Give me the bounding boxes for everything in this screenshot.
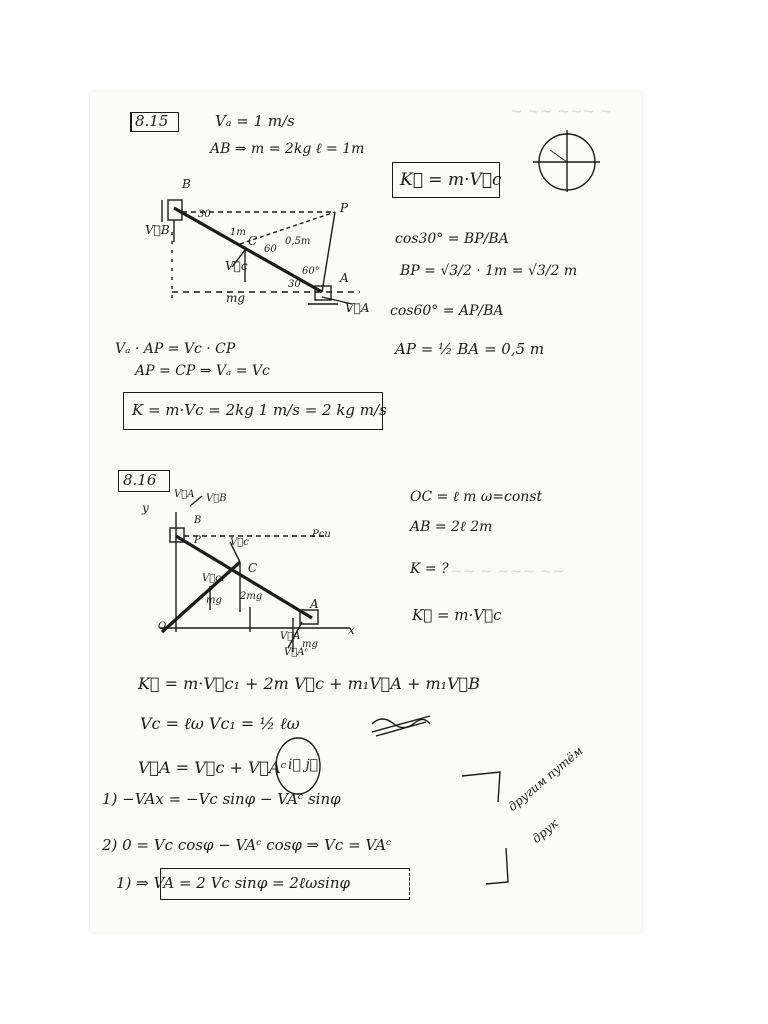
label-p: P [340,201,349,215]
momentum-sum: K⃗ = m·V⃗c₁ + 2m V⃗c + m₁V⃗A + m₁V⃗B [138,674,481,693]
label-p-816: P [194,535,201,546]
label-vb: V⃗B [145,223,170,237]
label-angle60: 60° [302,266,320,277]
label-y: y [142,501,149,515]
label-angle30b: 30 [288,279,301,290]
side-bracket [90,92,642,932]
show-through-text: ~~ ~ ~~~ ~~ [450,562,565,580]
cos30-line: cos30° = BP/BA [395,231,509,247]
ab-line: AB = 2ℓ 2m [410,519,493,535]
label-2mg: 2mg [240,591,263,602]
label-b: B [182,177,191,191]
label-pcu: Pcu [312,529,331,540]
show-through-text: ~ ~~ ~~~ ~ [510,102,613,120]
equation-2: 2) 0 = Vc cosφ − VAᶜ cosφ ⇒ Vc = VAᶜ [102,836,392,854]
label-mg3: mg [302,639,318,650]
label-va-top: V⃗A [174,489,195,500]
given-rod: AB ⇒ m = 2kg ℓ = 1m [210,141,365,157]
label-mg: mg [226,291,246,305]
va-vector: V⃗A = V⃗c + V⃗Aᶜ [138,758,287,777]
label-angle30: 30 [198,209,211,220]
ap-value: AP = ½ BA = 0,5 m [395,340,545,358]
label-mg1: mg [206,595,222,606]
ap-cp-equation: AP = CP ⇒ Vₐ = Vc [135,363,270,379]
problem-number: 8.15 [135,112,169,130]
label-c: C [248,234,258,248]
notebook-page [90,92,642,932]
label-vac: V⃗Aᶜ [284,647,308,658]
label-a-816: A [310,597,319,611]
label-va: V⃗A [345,301,370,315]
momentum-formula: K⃗ = m·V⃗c [400,170,502,190]
equation-3: 1) ⇒ VA = 2 Vc sinφ = 2ℓωsinφ [116,874,351,892]
bp-value: BP = √3/2 · 1m = √3/2 m [400,263,578,279]
cos60-line: cos60° = AP/BA [390,303,504,319]
given-velocity: Vₐ = 1 m/s [215,112,295,130]
side-note-2: друк [529,816,561,846]
label-vb-top: V⃗B [206,493,227,504]
k-question: K = ? [410,561,449,577]
label-vc1: V⃗c₁ [202,573,225,584]
unit-vectors: i⃗ j⃗ [288,757,319,773]
label-x: x [348,623,355,637]
label-vc: V⃗c [225,259,248,273]
label-c-816: C [248,561,258,575]
label-60: 60 [264,244,277,255]
k-formula-816: K⃗ = m·V⃗c [412,606,502,624]
velocity-equation: Vₐ · AP = Vc · CP [115,341,236,357]
label-1m: 1m [230,227,246,238]
oc-line: OC = ℓ m ω=const [410,489,543,505]
label-a: A [340,271,349,285]
label-o: O [158,621,167,632]
side-note: другим путём [505,743,586,814]
label-05m: 0,5m [285,236,311,247]
result: K = m·Vc = 2kg 1 m/s = 2 kg m/s [132,401,387,419]
label-vc-816: V⃗c [230,537,249,548]
problem-number-816: 8.16 [123,471,157,489]
label-va-bot: V⃗A [280,631,301,642]
equation-1: 1) −VAx = −Vc sinφ − VAᶜ sinφ [102,790,341,808]
vc-line: Vc = ℓω Vc₁ = ½ ℓω [140,714,300,733]
label-b-816: B [194,515,202,526]
